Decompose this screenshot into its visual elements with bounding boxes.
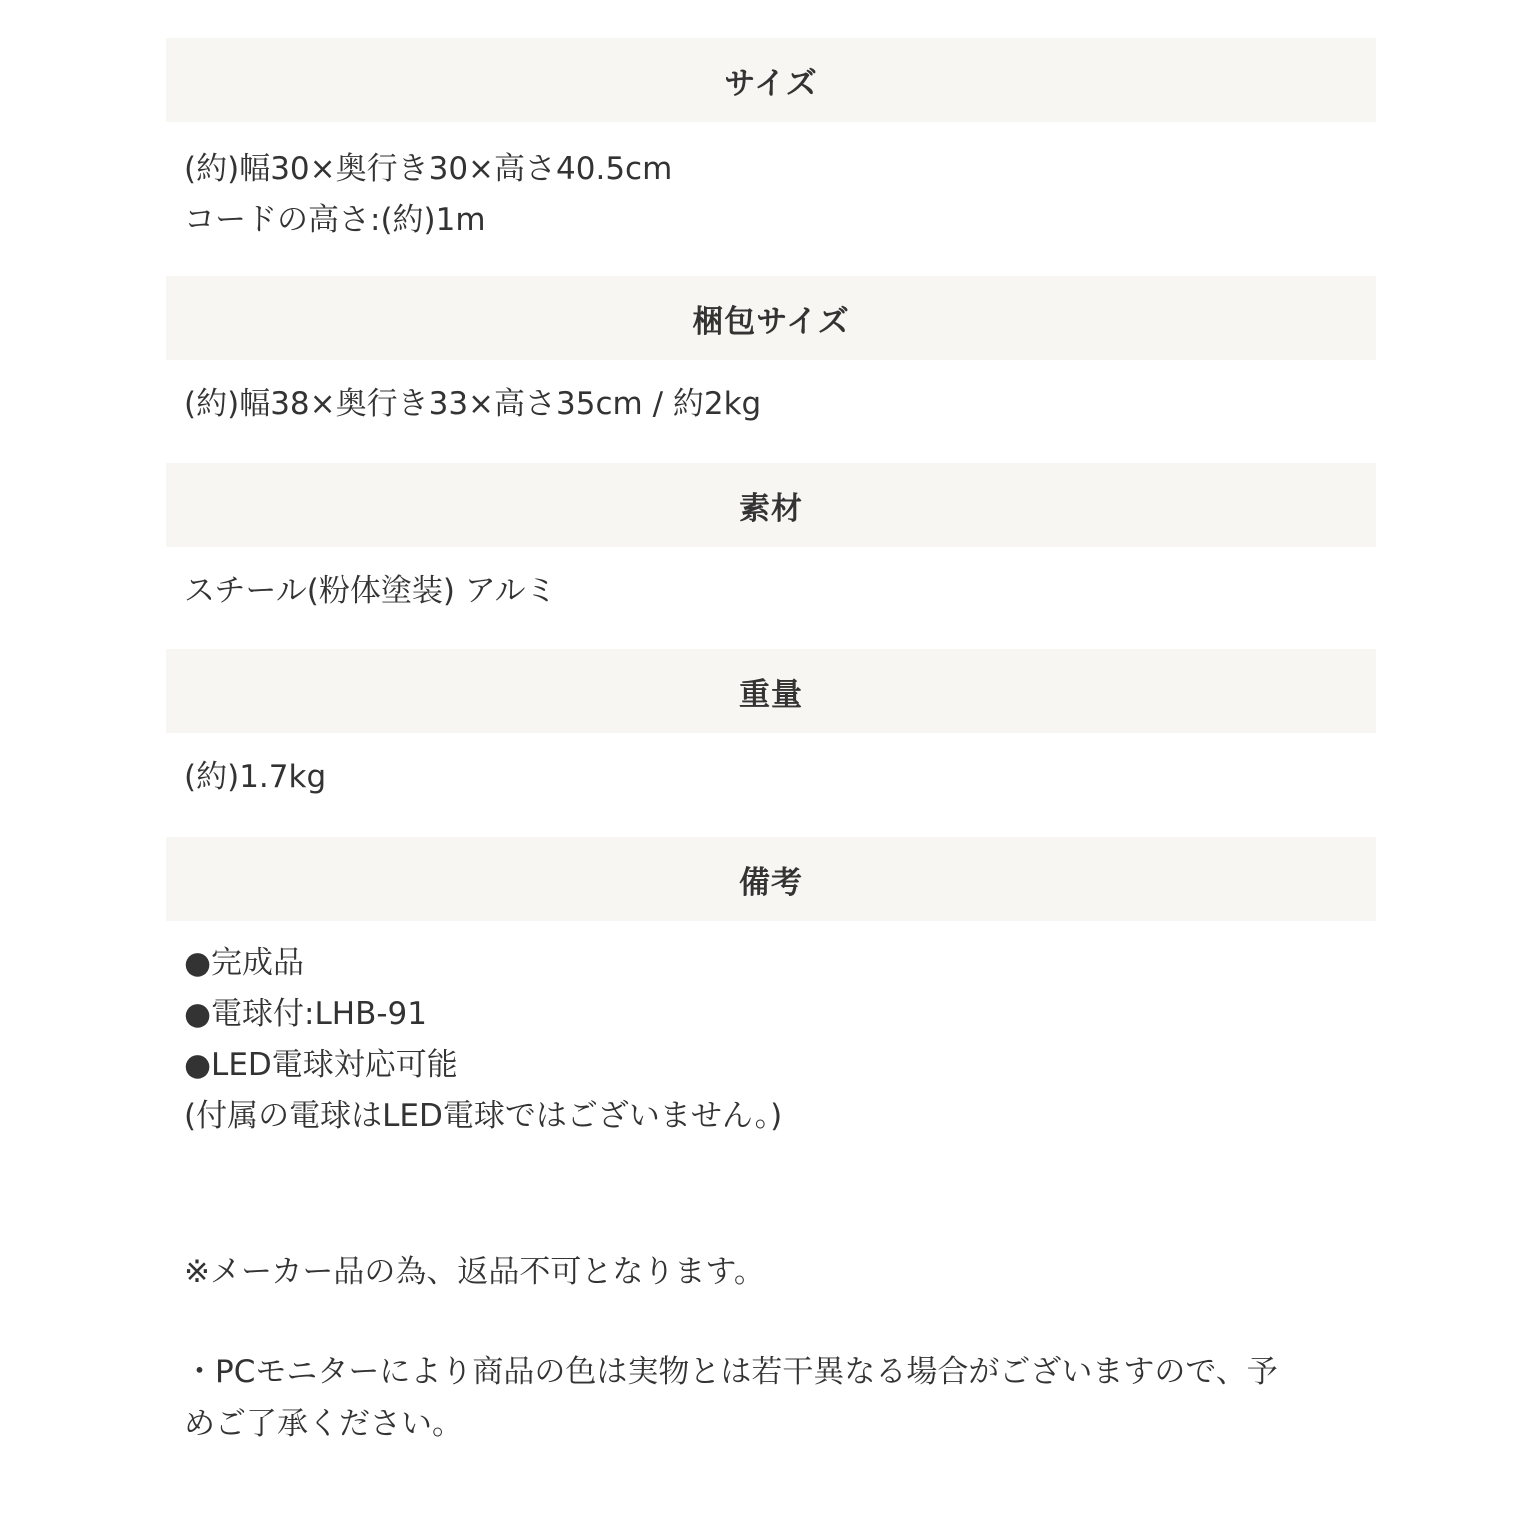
spec-body: [166, 733, 1376, 837]
spec-body: [166, 921, 1376, 1142]
spec-line: ●電球付:LHB-91: [184, 996, 427, 1032]
color-disclaimer-line: めご了承ください。: [184, 1406, 463, 1442]
spec-header: サイズ: [166, 38, 1376, 122]
spec-line: ●LED電球対応可能: [184, 1047, 458, 1083]
spec-line: (約)1.7kg: [184, 759, 327, 795]
spec-line: (付属の電球はLED電球ではございません。): [184, 1098, 783, 1134]
return-policy-note: ※メーカー品の為、返品不可となります。: [184, 1254, 765, 1290]
note-spacer: [184, 1298, 1384, 1346]
spec-table: [166, 38, 1376, 1142]
spec-line: ●完成品: [184, 945, 305, 981]
spec-line: (約)幅30×奥行き30×高さ40.5cm: [184, 151, 673, 187]
spec-section-weight: [166, 649, 1376, 837]
spec-section-size: [166, 38, 1376, 254]
color-disclaimer-line: ・PCモニターにより商品の色は実物とは若干異なる場合がございますので、予: [184, 1354, 1278, 1390]
spec-body: [166, 547, 1376, 649]
spec-header: 梱包サイズ: [166, 276, 1376, 360]
notes: [184, 1246, 1384, 1450]
spec-section-material: [166, 463, 1376, 649]
spec-line: スチール(粉体塗装) アルミ: [184, 573, 557, 609]
spec-line: コードの高さ:(約)1m: [184, 202, 486, 238]
spec-body: [166, 360, 1376, 463]
spec-header: 素材: [166, 463, 1376, 547]
spec-header: 備考: [166, 837, 1376, 921]
spec-section-remarks: [166, 837, 1376, 1142]
spec-line: (約)幅38×奥行き33×高さ35cm / 約2kg: [184, 386, 762, 422]
spec-body: [166, 122, 1376, 254]
spec-section-package-size: [166, 276, 1376, 463]
spec-header: 重量: [166, 649, 1376, 733]
